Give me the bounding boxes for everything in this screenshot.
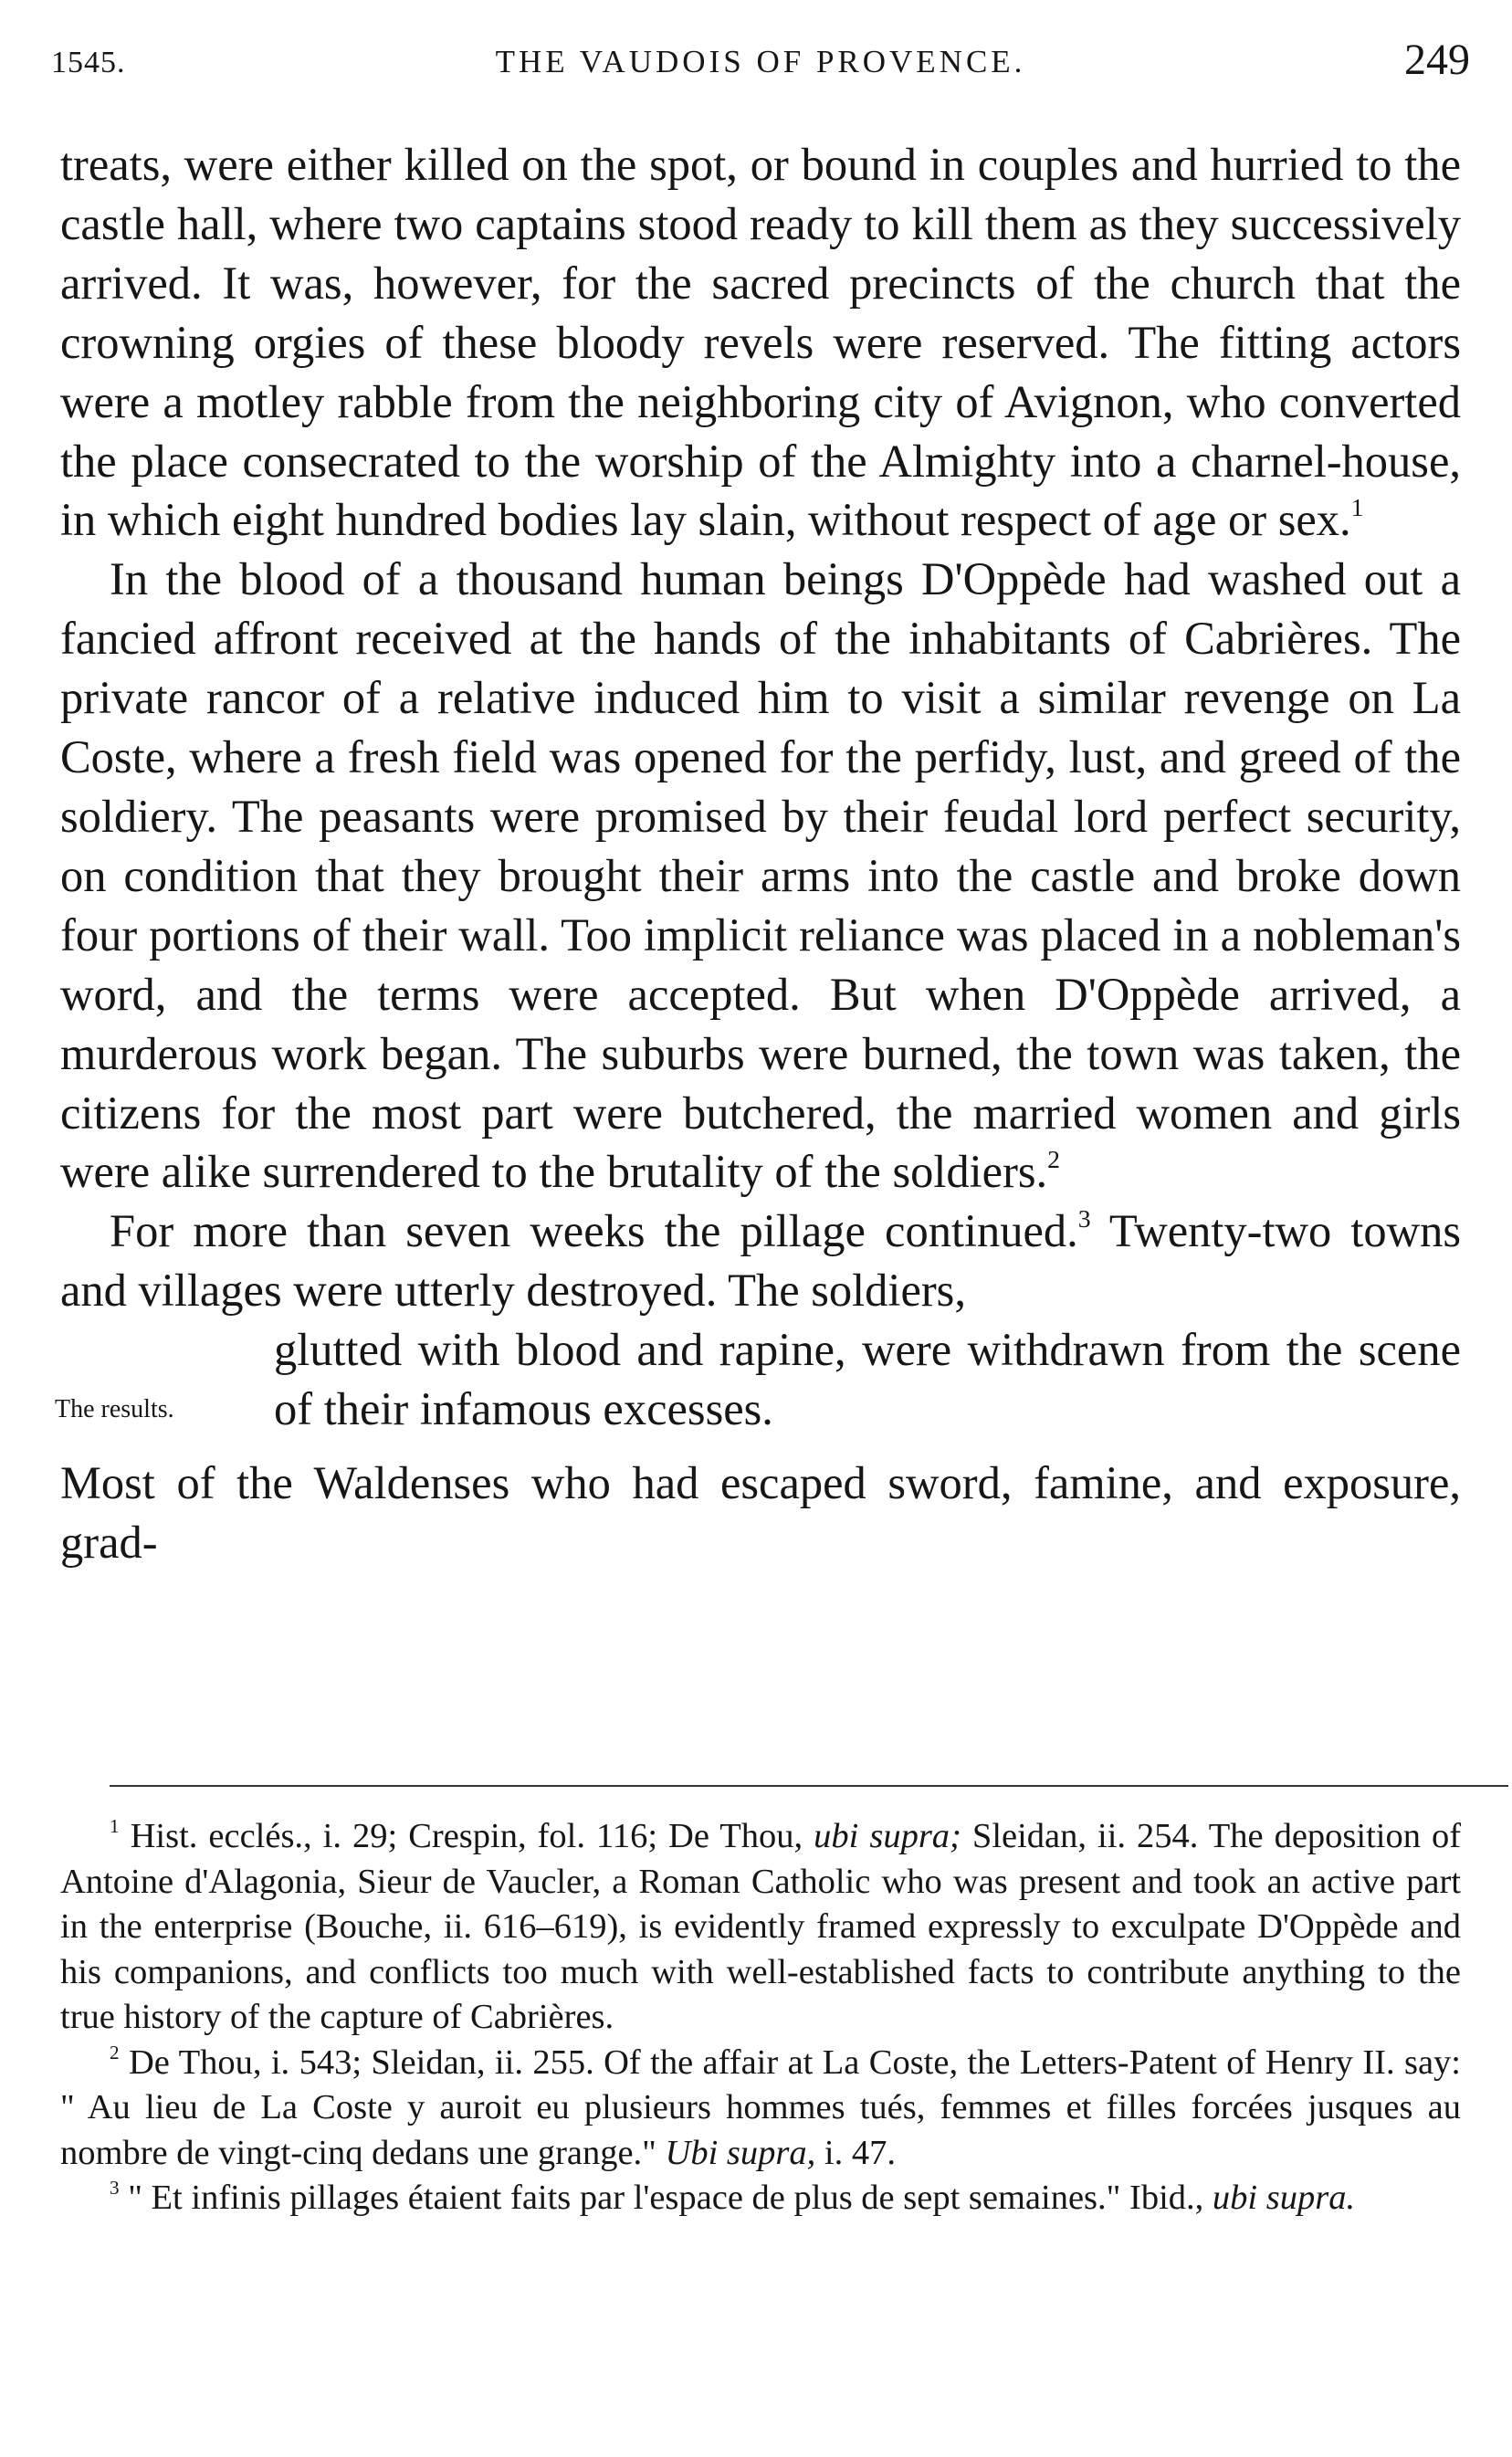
footnote-divider [110, 1785, 1508, 1787]
running-head [51, 31, 1470, 86]
running-head-title: THE VAUDOIS OF PROVENCE. [495, 44, 1026, 79]
footnote-ref-3: 3 [1077, 1205, 1091, 1234]
footnote-1 [60, 1814, 1461, 2041]
footnote-ref-2: 2 [1047, 1146, 1061, 1175]
footnote-3-marker: 3 [110, 2177, 120, 2200]
footnote-1-marker: 1 [110, 1815, 120, 1838]
footnote-2 [60, 2041, 1461, 2177]
running-head-year: 1545. [51, 46, 126, 79]
margin-note: The results. [55, 1395, 174, 1424]
paragraph-3-text-b: Twenty-two towns and villages were utterly destroyed. The soldiers, [60, 1205, 1461, 1317]
page-number: 249 [1404, 36, 1470, 84]
paragraph-3 [60, 1202, 1461, 1320]
footnote-1-text-b: Sleidan, ii. 254. The deposition of Antoine d'Alagonia, Sieur de Vaucler, a Roman Catholic who was present and took an active part in the enterprise (Bouche, ii. 616–619), is evidently framed expressly to exculpate D'Oppède and his companions, and conflicts too much with well-established facts to contribute anything to the true history of the capture of Cabrières. [60, 1817, 1462, 2036]
footnote-3 [60, 2176, 1461, 2221]
paragraph-2-text: In the blood of a thousand human beings D'Oppède had washed out a fancied affront received at the hands of the inhabitants of Cabrières. The private rancor of a relative induced him to visit a similar revenge on La Coste, where a fresh field was opened for the perfidy, lust, and greed of the soldiery. The peasants were promised by their feudal lord perfect security, on condition that they brought their arms into the castle and broke down four portions of their wall. Too implicit reliance was placed in a nobleman's word, and the terms were accepted. But when D'Oppède arrived, a murderous work began. The suburbs were burned, the town was taken, the citizens for the most part were butchered, the married women and girls were alike surrendered to the brutality of the soldiers. [60, 553, 1461, 1198]
footnote-2-italic: Ubi supra, [665, 2133, 816, 2172]
footnote-ref-1: 1 [1350, 494, 1364, 523]
footnote-1-text-a: Hist. ecclés., i. 29; Crespin, fol. 116; De Thou, [130, 1817, 803, 1855]
footnotes [60, 1814, 1461, 2221]
paragraph-3-continued [55, 1320, 1461, 1439]
paragraph-1-text: treats, were either killed on the spot, or bound in couples and hurried to the castle hall, where two captains stood ready to kill them as they successively arrived. It was, however, for the sacred precincts of the church that the crowning orgies of these bloody revels were reserved. The fitting actors were a motley rabble from the neighboring city of Avignon, who converted the place consecrated to the worship of the Almighty into a charnel-house, in which eight hundred bodies lay slain, without respect of age or sex. [60, 139, 1461, 546]
paragraph-3-text-d: Most of the Waldenses who had escaped sword, famine, and exposure, grad- [60, 1456, 1461, 1568]
footnote-1-italic: ubi supra; [814, 1817, 961, 1855]
paragraph-3-text-a: For more than seven weeks the pillage continued. [110, 1205, 1078, 1257]
footnote-2-text-b: i. 47. [824, 2133, 896, 2172]
footnote-3-italic: ubi supra. [1212, 2179, 1356, 2217]
footnote-2-marker: 2 [110, 2041, 120, 2063]
paragraph-2 [60, 550, 1461, 1202]
paragraph-1 [60, 135, 1461, 550]
footnote-3-text-a: " Et infinis pillages étaient faits par l'espace de plus de sept semaines." Ibid., [128, 2179, 1204, 2217]
main-text [55, 135, 1461, 1572]
footnote-2-text-a: De Thou, i. 543; Sleidan, ii. 255. Of the affair at La Coste, the Letters-Patent of Henry II. say: " Au lieu de La Coste y auroit eu plusieurs hommes tués, femmes et filles forcées jusques au nombre de vingt-cinq dedans une grange." [60, 2042, 1461, 2172]
paragraph-3-text-c: glutted with blood and rapine, were withdrawn from the scene of their infamous excesses. [274, 1324, 1461, 1435]
book-page [51, 0, 1470, 2457]
